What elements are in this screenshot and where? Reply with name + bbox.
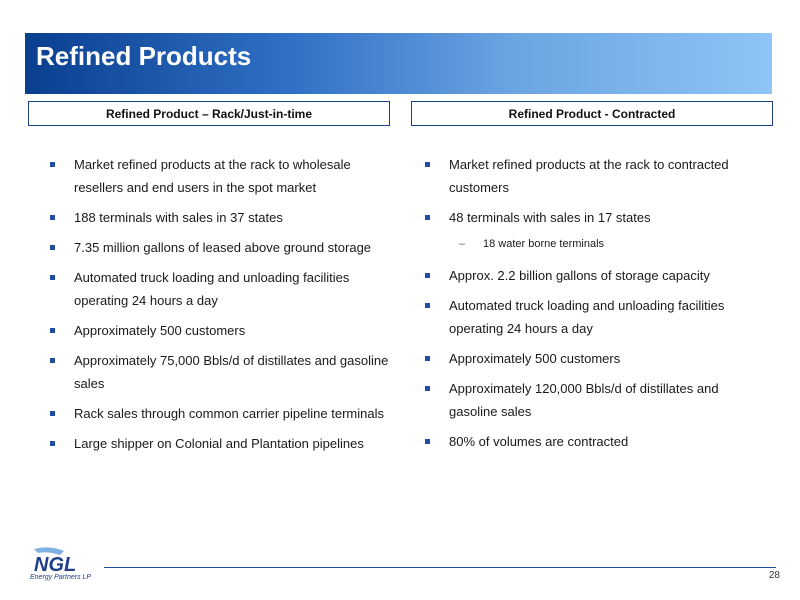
sub-bullet-text: 18 water borne terminals [483, 238, 605, 250]
list-item [50, 206, 395, 229]
list-item [50, 432, 395, 455]
square-bullet-icon [50, 411, 55, 416]
bullet-text: 80% of volumes are contracted [449, 434, 629, 449]
list-item [50, 153, 395, 199]
left-column-header: Refined Product – Rack/Just-in-time [28, 101, 390, 126]
list-item [425, 347, 770, 370]
right-column-header: Refined Product - Contracted [411, 101, 773, 126]
dash-bullet-icon: – [459, 238, 466, 250]
list-item [50, 266, 395, 312]
square-bullet-icon [425, 273, 430, 278]
bullet-text: 188 terminals with sales in 37 states [74, 210, 283, 225]
square-bullet-icon [50, 162, 55, 167]
square-bullet-icon [425, 356, 430, 361]
bullet-text: 48 terminals with sales in 17 states [449, 210, 651, 225]
list-item [425, 430, 770, 453]
logo-mark: NGL [34, 554, 77, 576]
bullet-text: Automated truck loading and unloading facilities operating 24 hours a day [74, 270, 350, 308]
square-bullet-icon [50, 215, 55, 220]
list-item [425, 206, 770, 229]
bullet-text: Approximately 500 customers [449, 351, 621, 366]
bullet-text: Approximately 75,000 Bbls/d of distillates and gasoline sales [74, 353, 389, 391]
page-title: Refined Products [36, 41, 252, 71]
square-bullet-icon [425, 303, 430, 308]
square-bullet-icon [50, 441, 55, 446]
title-bar [25, 33, 772, 94]
square-bullet-icon [50, 275, 55, 280]
square-bullet-icon [50, 245, 55, 250]
bullet-text: Rack sales through common carrier pipeline terminals [74, 406, 384, 421]
bullet-text: Approximately 120,000 Bbls/d of distillates and gasoline sales [449, 381, 719, 419]
list-item [50, 319, 395, 342]
bullet-text: Large shipper on Colonial and Plantation pipelines [74, 436, 364, 451]
left-bullet-list [50, 153, 395, 462]
right-bullet-list [425, 153, 770, 460]
bullet-text: Market refined products at the rack to contracted customers [449, 157, 729, 195]
list-item [50, 349, 395, 395]
list-item [425, 153, 770, 199]
bullet-text: Automated truck loading and unloading facilities operating 24 hours a day [449, 298, 725, 336]
square-bullet-icon [50, 328, 55, 333]
square-bullet-icon [50, 358, 55, 363]
bullet-text: Approx. 2.2 billion gallons of storage capacity [449, 268, 710, 283]
list-item [425, 264, 770, 287]
bullet-text: Approximately 500 customers [74, 323, 246, 338]
sub-list-item [425, 236, 770, 252]
list-item [50, 236, 395, 259]
square-bullet-icon [425, 162, 430, 167]
footer-divider [104, 567, 776, 568]
list-item [425, 294, 770, 340]
page-number: 28 [768, 570, 780, 581]
bullet-text: 7.35 million gallons of leased above ground storage [74, 240, 372, 255]
list-item [50, 402, 395, 425]
square-bullet-icon [425, 386, 430, 391]
square-bullet-icon [425, 439, 430, 444]
bullet-text: Market refined products at the rack to wholesale resellers and end users in the spot market [74, 157, 351, 195]
square-bullet-icon [425, 215, 430, 220]
list-item [425, 377, 770, 423]
logo-caption: Energy Partners LP [30, 574, 92, 581]
